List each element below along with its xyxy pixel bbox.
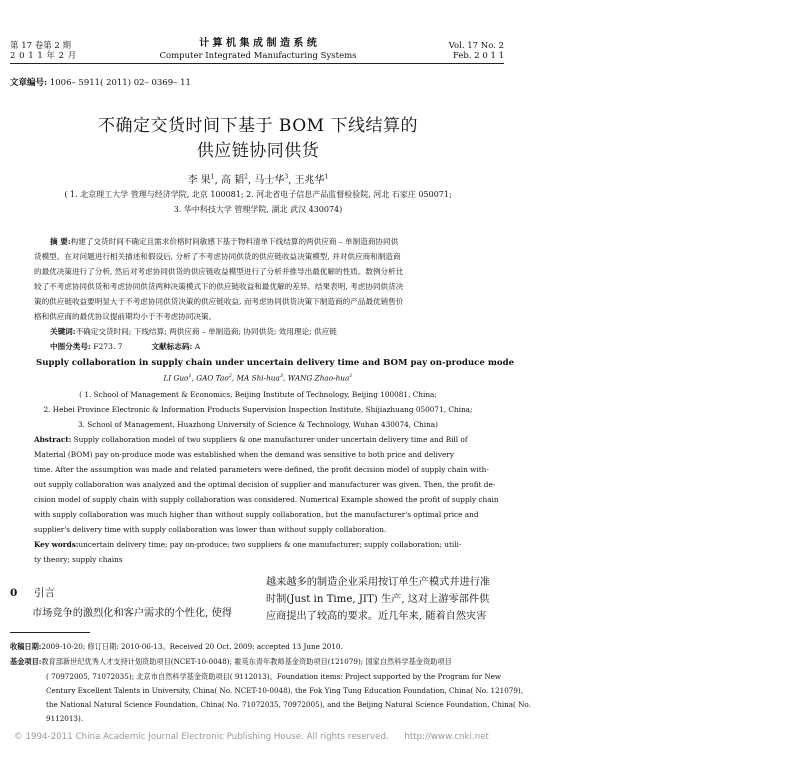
affiliation-en-line3: 3. School of Management, Huazhong University of Science & Technology, Wuhan 430074, China) xyxy=(78,420,438,429)
author-affil-sup: 2 xyxy=(244,173,248,181)
affiliation-en-line1: ( 1. School of Management & Economics, Beijing Institute of Technology, Beijing 100081, China; xyxy=(79,390,437,399)
keywords-en-line2: ty theory; supply chains xyxy=(34,555,123,564)
author-name: 马士华 xyxy=(254,175,285,186)
header-rule xyxy=(10,63,504,64)
paper-title-en: Supply collaboration in supply chain under uncertain delivery time and BOM pay on-produce mode xyxy=(36,358,515,368)
cnki-url[interactable]: http://www.cnki.net xyxy=(404,732,489,742)
section-heading xyxy=(10,585,55,600)
author-name: 高 韬 xyxy=(220,175,245,186)
clc-value: F273. 7 xyxy=(93,342,123,351)
abstract-en-line: time. After the assumption was made and related parameters were defined, the profit decision model of supply chain with- xyxy=(34,465,489,474)
abstract-zh-line: 策的供应链收益要明显大于不考虑协同供货决策的供应链收益, 而考虑协同供货决策下制造商的产品最优销售价 xyxy=(34,297,404,306)
keywords-zh xyxy=(50,324,337,339)
article-number-value: 1006– 5911( 2011) 02– 0369– 11 xyxy=(49,78,191,88)
abstract-zh-line: 货模型。在对问题进行相关描述和假设后, 分析了不考虑协同供货的供应链收益决策模型, 并对供应商和制造商 xyxy=(34,252,401,261)
section-number: 0 xyxy=(10,587,18,599)
abstract-zh-text: 构建了交货时间不确定且需求价格时间敏感下基于物料清单下线结算的两供应商 – 单制造商协同供 xyxy=(70,237,399,246)
abstract-en-label: Abstract: xyxy=(34,435,72,444)
author-affil-sup: 2 xyxy=(228,373,232,379)
affiliation-en-line2: 2. Hebei Province Electronic & Information Products Supervision Inspection Institute, Shijiazhuang 050071, China; xyxy=(43,405,473,414)
abstract-en-line: with supply collaboration was much higher than without supply collaboration, but the manufacturer's optimal price and xyxy=(34,510,479,519)
author-list-zh: 李 果$^1$, 高 韬$^2$, 马士华$^3$, 王兆华$^1$ xyxy=(187,173,329,186)
fund-line: Century Excellent Talents in University, China( No. NCET-10-0048), the Fok Ying Tung Education Foundation, China( No. 121079), xyxy=(46,686,524,695)
copyright-text: © 1994-2011 China Academic Journal Electronic Publishing House. All rights reserved. xyxy=(14,732,389,742)
author-name-en: MA Shi-hua xyxy=(236,373,280,383)
journal-date: 2 0 1 1 年 2 月 xyxy=(10,51,77,61)
author-affil-sup: 1 xyxy=(324,173,329,181)
affiliation-zh-line2: 3. 华中科技大学 管理学院, 湖北 武汉 430074) xyxy=(173,205,343,214)
article-number-label: 文章编号: xyxy=(10,78,48,88)
doc-code-value: A xyxy=(194,342,201,351)
abstract-en-text: Supply collaboration model of two suppliers & one manufacturer under uncertain delivery time and Bill of xyxy=(73,435,468,444)
doc-code-label: 文献标志码: xyxy=(151,342,193,351)
fund-line: the National Natural Science Foundation, China( No. 71072035, 70972005), and the Beijing Natural Science Foundation, China( No. xyxy=(46,700,531,709)
clc-label: 中图分类号: xyxy=(50,342,91,351)
author-affil-sup: 1 xyxy=(188,373,192,379)
keywords-zh-value: 不确定交货时间; 下线结算; 两供应商 – 单制造商; 协同供货; 效用理论; 供应链 xyxy=(75,327,337,336)
copyright-bar xyxy=(14,732,489,742)
abstract-en-line xyxy=(34,432,468,447)
author-name-en: GAO Tao xyxy=(196,373,229,383)
received-label: 收稿日期: xyxy=(10,642,42,651)
journal-name-zh: 计 算 机 集 成 制 造 系 统 xyxy=(199,38,317,49)
journal-vol-en: Vol. 17 No. 2 xyxy=(448,41,504,51)
fund-line: ( 70972005, 71072035); 北京市自然科学基金资助项目( 9112013)。Foundation items: Project supported by the Program for New xyxy=(46,672,502,681)
received-value: 2009-10-20; 修订日期: 2010-06-13。Received 20 Oct. 2009; accepted 13 June 2010. xyxy=(41,642,343,651)
author-affil-sup: 1 xyxy=(210,173,215,181)
author-affil-sup: 3 xyxy=(279,373,284,379)
paper-title-line1: 不确定交货时间下基于 BOM 下线结算的 xyxy=(98,116,418,136)
affiliation-zh-line1: ( 1. 北京理工大学 管理与经济学院, 北京 100081; 2. 河北省电子信息产品监督检验院, 河北 石家庄 050071; xyxy=(64,190,452,199)
abstract-zh-line: 格和供应商的最优协议提前期均小于不考虑协同决策。 xyxy=(34,312,217,321)
abstract-en-line: out supply collaboration was analyzed and the optimal decision of supplier and manufacturer was given. Then, the profit de- xyxy=(34,480,496,489)
abstract-en-line: supplier's delivery time with supply collaboration was lower than without supply collaboration. xyxy=(34,525,387,534)
fund-line: 9112013). xyxy=(46,714,84,723)
author-name: 李 果 xyxy=(187,175,211,186)
author-name-en: LI Guo xyxy=(163,373,189,383)
abstract-zh-label: 摘 要: xyxy=(50,237,71,246)
footnote-received xyxy=(10,640,343,653)
article-number xyxy=(10,76,191,88)
paper-title-line2: 供应链协同供货 xyxy=(196,141,320,161)
keywords-en xyxy=(34,537,461,552)
abstract-zh-line: 的最优决策进行了分析, 然后对考虑协同供货的供应链收益模型进行了分析并推导出最优解的性质。数例分析比 xyxy=(34,267,404,276)
keywords-en-label: Key words: xyxy=(34,540,79,549)
abstract-zh-line xyxy=(50,234,398,249)
intro-right-line: 越来越多的制造企业采用按订单生产模式并进行准 xyxy=(266,577,491,588)
author-affil-sup: 1 xyxy=(349,373,353,379)
journal-name-en: Computer Integrated Manufacturing Systems xyxy=(159,51,357,61)
journal-volume: 第 17 卷第 2 期 xyxy=(10,41,72,51)
fund-line: 教育部新世纪优秀人才支持计划资助项目(NCET-10-0048); 霍英东青年教师基金资助项目(121079); 国家自然科学基金资助项目 xyxy=(41,657,452,666)
abstract-zh-line: 较了不考虑协同供货和考虑协同供货两种决策模式下的供应链收益和最优解的差异。结果表明, 考虑协同供货决 xyxy=(34,282,404,291)
abstract-en-line: Material (BOM) pay on-produce mode was established when the demand was sensitive to both price and delivery xyxy=(34,450,454,459)
author-name: 王兆华 xyxy=(294,175,325,186)
author-name-en: WANG Zhao-hua xyxy=(287,373,350,383)
keywords-en-value: uncertain delivery time; pay on-produce; two suppliers & one manufacturer; supply collaboration; utili- xyxy=(78,540,462,549)
footnote-rule xyxy=(10,632,90,633)
keywords-zh-label: 关键词: xyxy=(50,327,76,336)
intro-right-line: 应商提出了较高的要求。近几年来, 随着自然灾害 xyxy=(266,611,487,622)
footnote-fund xyxy=(10,655,452,668)
intro-paragraph-left: 市场竞争的激烈化和客户需求的个性化, 使得 xyxy=(32,608,233,619)
author-affil-sup: 3 xyxy=(284,173,289,181)
abstract-en-line: cision model of supply chain with supply collaboration was considered. Numerical Example showed the profit of supply chain xyxy=(34,495,499,504)
section-title: 引言 xyxy=(34,587,55,599)
author-list-en: LI Guo$^1$, GAO Tao$^2$, MA Shi-hua$^3$, WANG Zhao-hua$^1$ xyxy=(163,373,353,383)
journal-date-en: Feb. 2 0 1 1 xyxy=(452,51,504,61)
intro-right-line: 时制(Just in Time, JIT) 生产, 这对上游零部件供 xyxy=(266,594,490,605)
fund-label: 基金项目: xyxy=(10,657,42,666)
classification xyxy=(50,339,200,354)
